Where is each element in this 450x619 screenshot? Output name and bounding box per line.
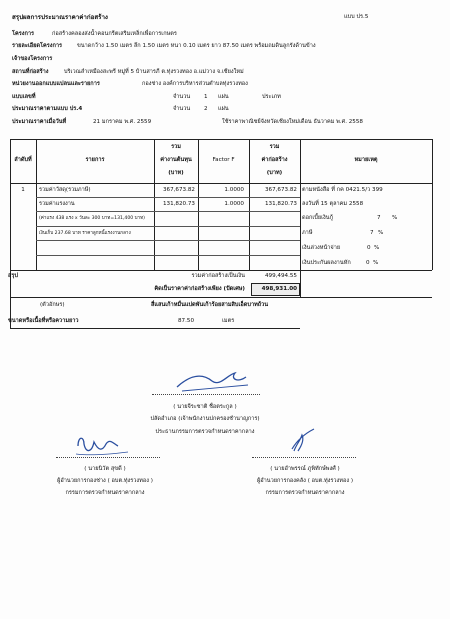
row-1-note: ตามหนังสือ ที่ กค 0421.5/ว 399: [302, 187, 383, 193]
row-4-note-unit: %: [378, 230, 384, 236]
signature-1-role-1: ปลัดอำเภอ (เจ้าพนักงานปกครองชำนาญการ): [150, 416, 260, 422]
row-2-item: รวมค่าแรงงาน: [39, 201, 75, 207]
col-header-build-2: ค่าก่อสร้าง: [261, 157, 288, 163]
summary-round-value: 498,931.00: [261, 286, 297, 292]
design-unit-label: หน่วยงานออกแบบแปลนและรายการ: [12, 81, 100, 87]
signature-1-scribble: [172, 365, 252, 395]
summary-label: สรุป: [8, 273, 18, 279]
form-count-value: 2: [204, 106, 208, 112]
estimate-date-label: ประมาณราคาเมื่อวันที่: [12, 119, 67, 125]
text-amount-value: สี่แสนเก้าหมื่นแปดพันเก้าร้อยสามสิบเอ็ดบาทถ้วน: [151, 302, 269, 308]
project-value: ก่อสร้างคลองส่งน้ำคอนกรีตเสริมเหล็กเพื่อการเกษตร: [52, 31, 177, 37]
row-3-note: ดอกเบี้ยเงินกู้: [302, 215, 333, 221]
row-2-factor: 1.0000: [224, 201, 244, 207]
plan-count-value: 1: [204, 94, 208, 100]
detail-value: ขนาดกว้าง 1.50 เมตร ลึก 1.50 เมตร หนา 0.10 เมตร ยาว 87.50 เมตร พร้อมถมดินลูกรังด้านข้าง: [77, 43, 316, 49]
row-3-item: (ค่าแรง 438 แรง x วันละ 300 บาท=131,400 บาท): [39, 216, 145, 221]
plan-number-label: แบบเลขที่: [12, 94, 36, 100]
signature-3-name: ( นายอำพรรณ์ ภูพิทักษ์พงศ์ ): [270, 466, 340, 472]
form-count-unit: แผ่น: [218, 106, 229, 112]
col-header-seq: ลำดับที่: [14, 157, 32, 163]
estimate-date-value: 21 มกราคม พ.ศ. 2559: [93, 119, 152, 125]
row-6-note: เงินประกันผลงานหัก: [302, 260, 351, 266]
col-header-cost-1: รวม: [171, 144, 181, 150]
design-unit-value: กองช่าง องค์การบริหารส่วนตำบลทุ่งรวงทอง: [142, 81, 248, 87]
row-6-note-unit: %: [373, 260, 379, 266]
row-4-item: เงินเก็บ 237.68 บาท ราคาลูกหนี้แรงงานกลาง: [39, 231, 131, 236]
signature-2-scribble: [72, 430, 132, 460]
col-header-build-1: รวม: [269, 144, 280, 150]
row-2-cost: 131,820.73: [162, 201, 195, 207]
project-label: โครงการ: [12, 31, 35, 37]
row-6-note-value: 0: [366, 260, 370, 266]
signature-3-role-1: ผู้อำนวยการกองคลัง ( อบต.ทุ่งรวงทอง ): [256, 478, 354, 484]
col-header-item: รายการ: [85, 157, 105, 163]
text-amount-label: (ตัวอักษร): [40, 302, 65, 308]
location-value: บริเวณลำเหมืองสะพรี หมู่ที่ 5 บ้านสารภี ต.ทุ่งรวงทอง อ.แม่วาง จ.เชียงใหม่: [64, 69, 244, 75]
col-header-note: หมายเหตุ: [354, 157, 378, 163]
row-2-build: 131,820.73: [264, 201, 297, 207]
price-reference: ใช้ราคาพาณิชย์จังหวัดเชียงใหม่เดือน ธันวาคม พ.ศ. 2558: [222, 119, 363, 125]
row-3-note-unit: %: [392, 215, 398, 221]
row-2-note: ลงวันที่ 15 ตุลาคม 2558: [302, 201, 364, 207]
signature-2-name: ( นายนิวัต สุขดี ): [84, 466, 126, 472]
row-4-note: ภาษี: [302, 230, 313, 236]
signature-3-role-2: กรรมการตรวจกำหนดราคากลาง: [265, 490, 345, 496]
row-1-factor: 1.0000: [224, 187, 244, 193]
signature-2-role-2: กรรมการตรวจกำหนดราคากลาง: [65, 490, 145, 496]
signature-3-scribble: [284, 425, 324, 457]
row-5-note-unit: %: [374, 245, 380, 251]
summary-total-label: รวมค่าก่อสร้างเป็นเงิน: [191, 273, 245, 279]
signature-2-role-1: ผู้อำนวยการกองช่าง ( อบต.ทุ่งรวงทอง ): [57, 478, 153, 484]
row-5-note-value: 0: [367, 245, 371, 251]
plan-count-label: จำนวน: [173, 94, 191, 100]
detail-label: รายละเอียดโครงการ: [12, 43, 63, 49]
row-5-note: เงินล่วงหน้าจ่าย: [302, 245, 341, 251]
signature-1-name: ( นายจีระชาติ ชื่อตระกูล ): [173, 404, 237, 410]
location-label: สถานที่ก่อสร้าง: [12, 69, 49, 75]
summary-round-label: คิดเป็นราคาค่าก่อสร้างเพียง (ปัดเศษ): [154, 286, 245, 292]
owner-label: เจ้าของโครงการ: [12, 56, 53, 62]
row-1-item: รวมค่าวัสดุ(รวมภาษี): [39, 187, 91, 193]
col-header-build-3: (บาท): [266, 170, 283, 176]
row-1-cost: 367,673.82: [162, 187, 195, 193]
row-3-note-value: 7: [377, 215, 381, 221]
col-header-cost-3: (บาท): [168, 170, 184, 176]
length-label: ขนาดหรือเนื้อที่หรือความยาว: [8, 318, 79, 324]
form-count-label: จำนวน: [173, 106, 191, 112]
form-ref-label: ประมาณราคาตามแบบ ปร.4: [12, 106, 83, 112]
type-label: ประเภท: [262, 94, 281, 100]
summary-total-value: 499,494.55: [264, 273, 297, 279]
row-1-seq: 1: [21, 187, 25, 193]
length-value: 87.50: [178, 318, 195, 324]
signature-1-role-2: ประธานกรรมการตรวจกำหนดราคากลาง: [155, 429, 255, 435]
page-title: สรุปผลการประมาณราคาค่าก่อสร้าง: [12, 14, 108, 21]
length-unit: เมตร: [222, 318, 235, 324]
col-header-cost-2: ค่างานต้นทุน: [160, 157, 192, 163]
form-number: แบบ ปร.5: [344, 14, 369, 20]
col-header-factor: Factor F: [212, 157, 235, 163]
row-1-build: 367,673.82: [264, 187, 297, 193]
row-4-note-value: 7: [370, 230, 374, 236]
plan-count-unit: แผ่น: [218, 94, 229, 100]
